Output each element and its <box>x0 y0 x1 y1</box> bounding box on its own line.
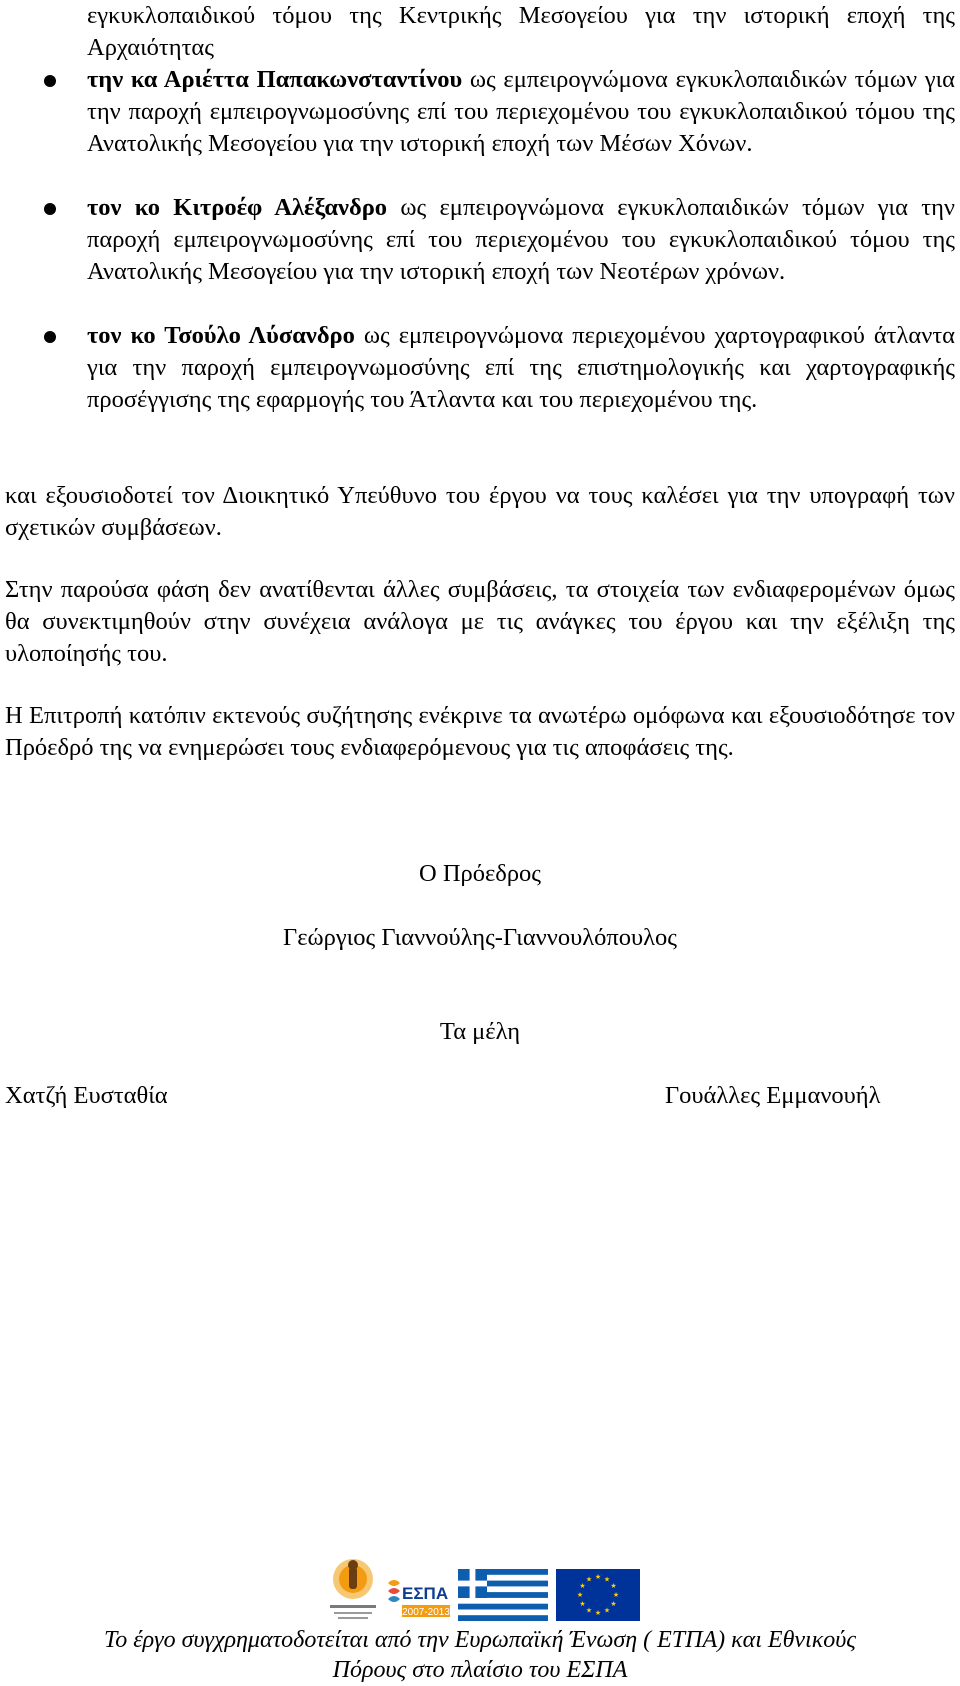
expert-name: τον κο Τσούλο Λύσανδρο <box>87 322 355 349</box>
operational-programme-logo <box>328 1555 378 1627</box>
member-right-name: Γουάλλες Εμμανουήλ <box>665 1082 881 1109</box>
funding-footer-line1: Το έργο συγχρηματοδοτείται από την Ευρωπαϊκή Ένωση ( ΕΤΠΑ) και Εθνικούς <box>104 1627 856 1653</box>
president-title: Ο Πρόεδρος <box>419 860 541 887</box>
svg-text:★: ★ <box>579 1600 586 1608</box>
expert-text <box>87 64 955 160</box>
eu-flag-icon <box>556 1569 640 1621</box>
espa-logo <box>386 1573 452 1623</box>
espa-text: ΕΣΠΑ <box>402 1584 449 1603</box>
authorization-paragraph: και εξουσιοδοτεί τον Διοικητικό Υπεύθυνο του έργου να τους καλέσει για την υπογραφή των σχετικών συμβάσεων. <box>5 482 955 541</box>
funding-footer-line2: Πόρους στο πλαίσιο του ΕΣΠΑ <box>332 1657 628 1683</box>
president-name: Γεώργιος Γιαννούλης-Γιαννουλόπουλος <box>283 924 677 951</box>
member-left-name: Χατζή Ευσταθία <box>5 1082 168 1109</box>
expert-name: τον κο Κιτροέφ Αλέξανδρο <box>87 194 388 221</box>
approval-paragraph: Η Επιτροπή κατόπιν εκτενούς συζήτησης ενέκρινε τα ανωτέρω ομόφωνα και εξουσιοδότησε τον Πρόεδρό της να ενημερώσει τους ενδιαφερόμενους για τις αποφάσεις της. <box>5 702 955 761</box>
members-title: Τα μέλη <box>439 1018 521 1045</box>
svg-text:★: ★ <box>579 1582 586 1590</box>
svg-text:★: ★ <box>603 1575 611 1584</box>
expert-description: ως εμπειρογνώμονα περιεχομένου χαρτογραφικού άτλαντα για την παροχή εμπειρογνωμοσύνης επί της επιστημολογικής και χαρτογραφικής προσέγγισης της εφαρμογής του Άτλαντα και του περιεχομένου της. <box>87 322 955 413</box>
svg-text:★: ★ <box>603 1606 611 1615</box>
svg-text:★: ★ <box>585 1575 593 1584</box>
other-contracts-paragraph: Στην παρούσα φάση δεν ανατίθενται άλλες συμβάσεις, τα στοιχεία των ενδιαφερομένων όμως θα συνεκτιμηθούν στην συνέχεια ανάλογα με τις ανάγκες του έργου και την εξέλιξη της υλοποίησής του. <box>5 576 955 667</box>
svg-text:★: ★ <box>594 1609 602 1617</box>
svg-text:★: ★ <box>576 1591 584 1599</box>
svg-text:★: ★ <box>610 1582 617 1590</box>
bullet-icon <box>44 331 56 343</box>
expert-description: ως εμπειρογνώμονα εγκυκλοπαιδικών τόμων για την παροχή εμπειρογνωμοσύνης επί του περιεχομένου του εγκυκλοπαιδικού τόμου της Ανατολικής Μεσογείου για την ιστορική εποχή των Νεοτέρων χρόνων. <box>87 194 956 285</box>
expert-text <box>87 192 955 288</box>
svg-text:★: ★ <box>585 1606 593 1615</box>
expert-name: την κα Αριέττα Παπακωνσταντίνου <box>87 66 463 93</box>
intro-continuation: εγκυκλοπαιδικού τόμου της Κεντρικής Μεσογείου για την ιστορική εποχή της Αρχαιότητας <box>87 2 955 61</box>
expert-description: ως εμπειρογνώμονα εγκυκλοπαιδικών τόμων για την παροχή εμπειρογνωμοσύνης επί του περιεχομένου του εγκυκλοπαιδικού τόμου της Ανατολικής Μεσογείου για την ιστορική εποχή των Μέσων Χόνων. <box>87 66 955 157</box>
bullet-icon <box>44 203 56 215</box>
espa-years: 2007-2013 <box>402 1607 450 1618</box>
svg-text:★: ★ <box>612 1591 620 1599</box>
greek-flag-icon <box>458 1569 548 1621</box>
expert-text <box>87 320 955 416</box>
svg-text:★: ★ <box>594 1573 602 1581</box>
bullet-icon <box>44 75 56 87</box>
svg-text:★: ★ <box>610 1600 617 1608</box>
